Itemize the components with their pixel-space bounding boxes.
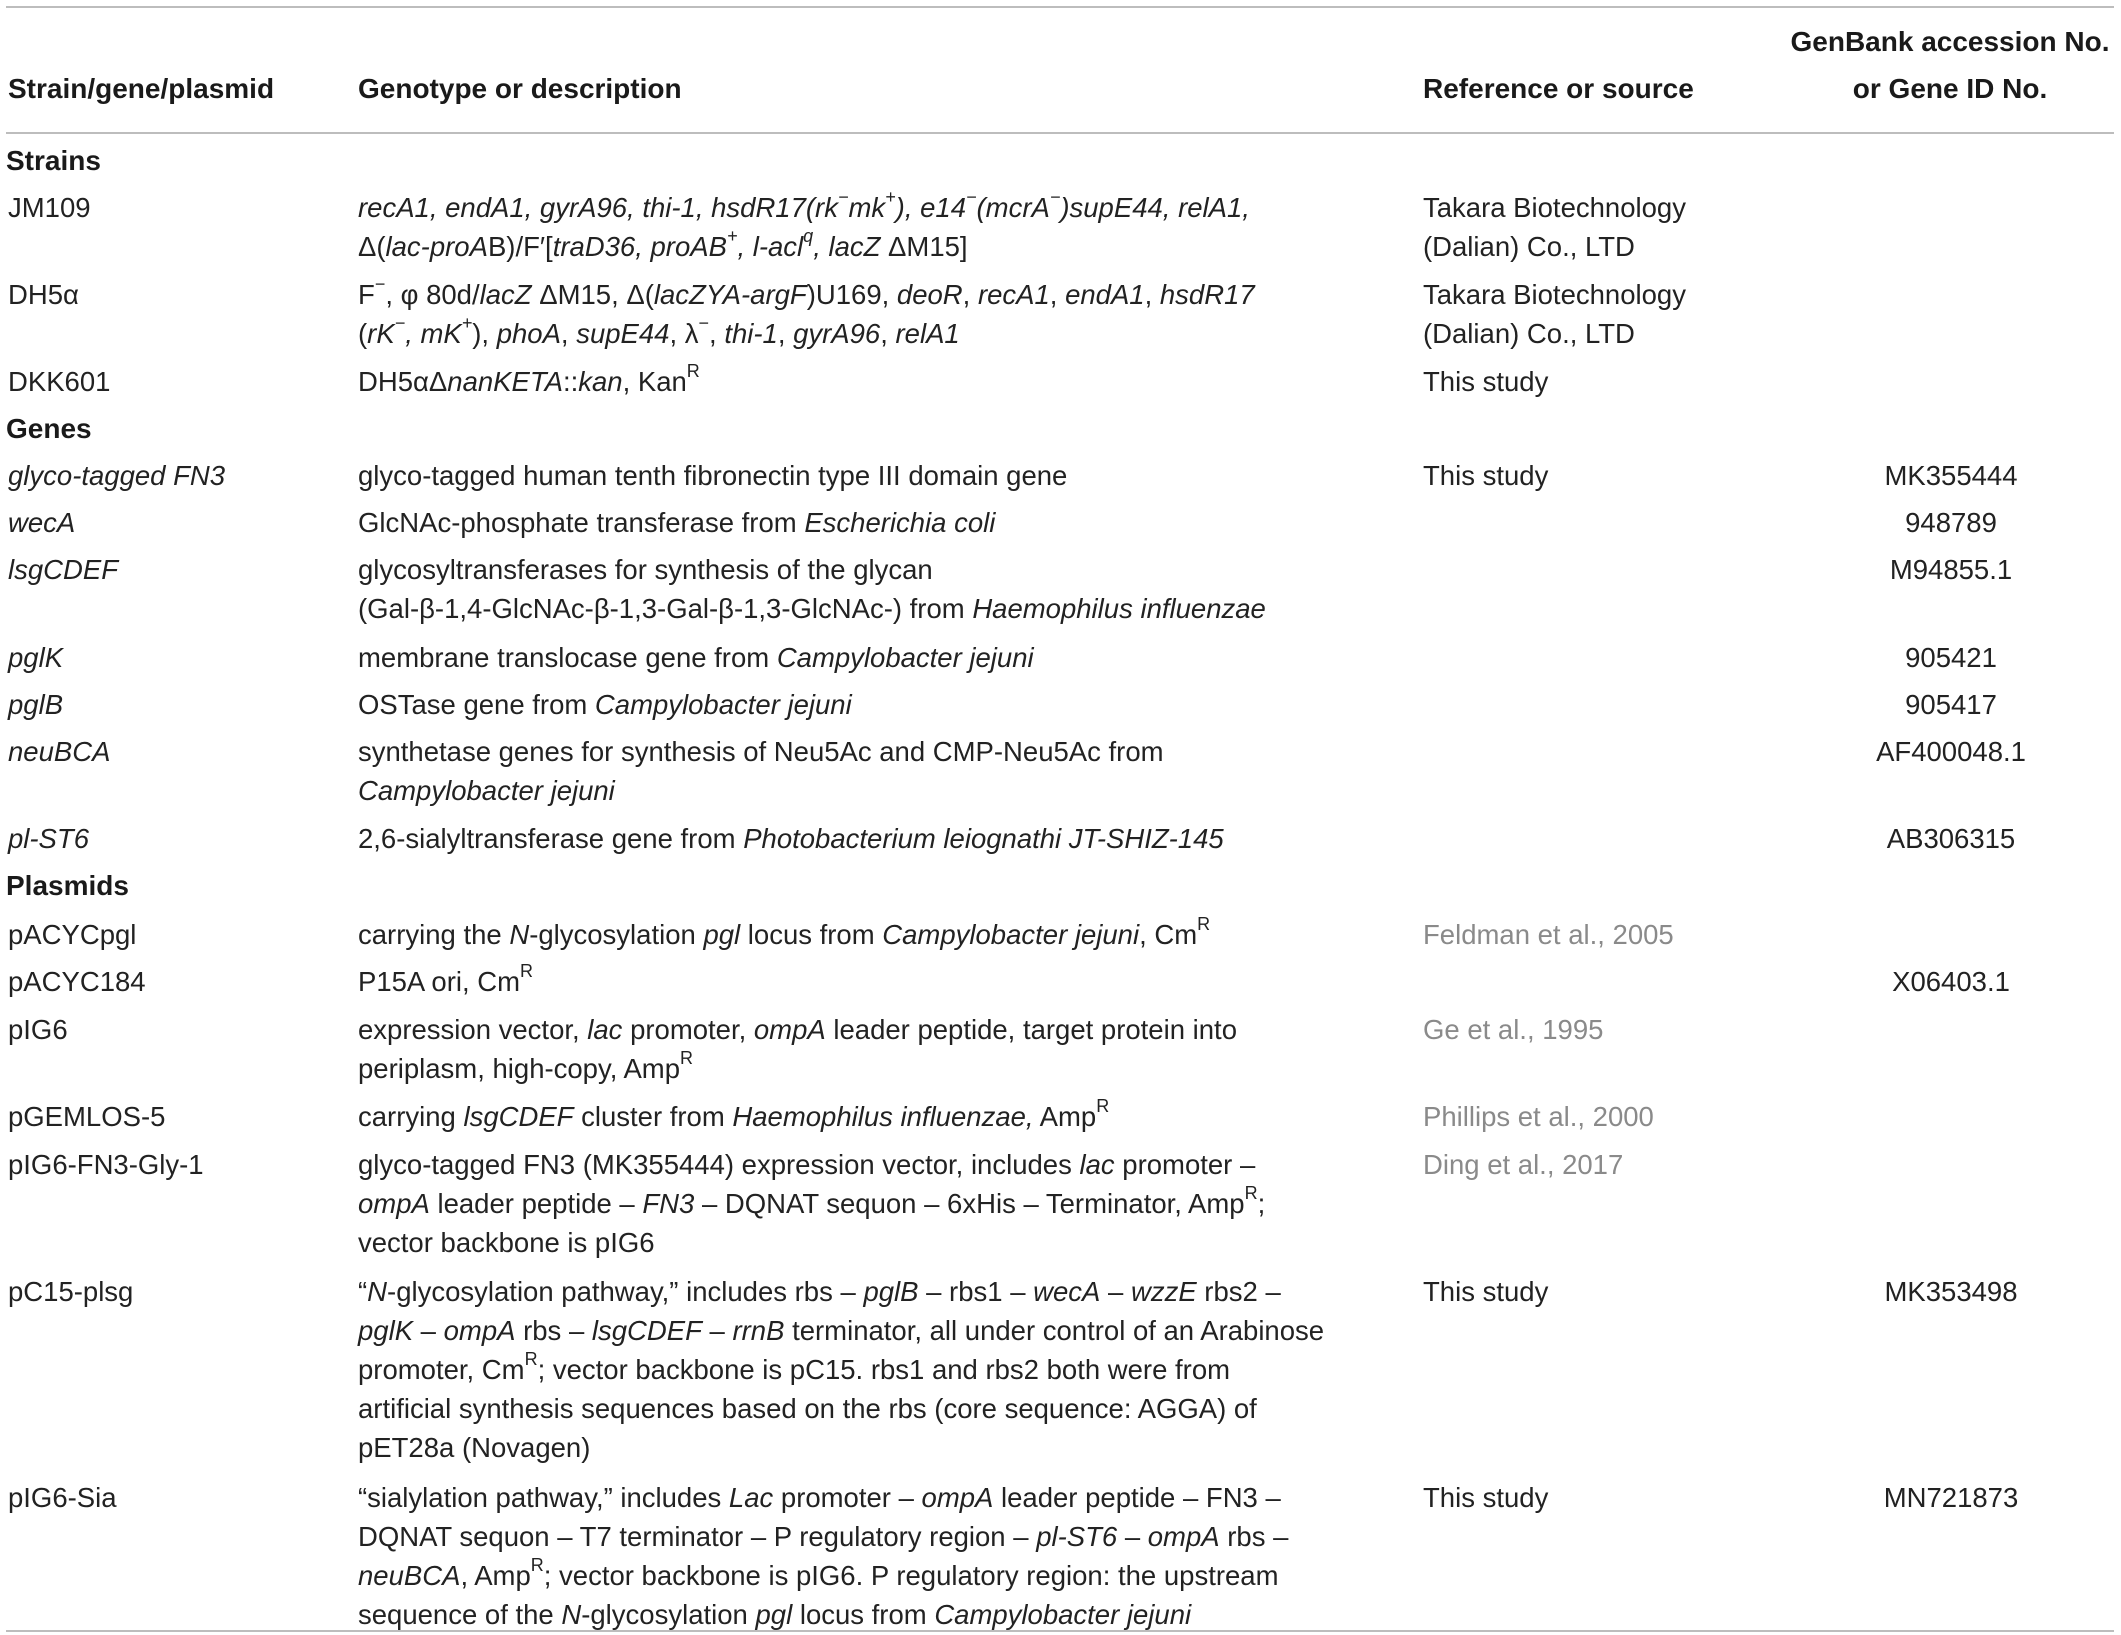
header-strain: Strain/gene/plasmid: [8, 73, 275, 104]
strain-description-line2: (rK−, mK+), phoA, supE44, λ−, thi-1, gyrA96, relA1: [358, 312, 960, 349]
plasmid-source: This study: [1423, 1482, 1549, 1513]
gene-source: This study: [1423, 460, 1549, 491]
header-rule: [6, 132, 2114, 134]
section-strains: Strains: [6, 145, 101, 176]
plasmid-description-line4: sequence of the N-glycosylation pgl locus from Campylobacter jejuni: [358, 1599, 1192, 1630]
gene-description: membrane translocase gene from Campylobacter jejuni: [358, 642, 1034, 673]
plasmid-description-line3: vector backbone is pIG6: [358, 1227, 655, 1258]
gene-name: pl-ST6: [8, 823, 89, 854]
gene-accession: 948789: [1905, 507, 1997, 538]
plasmid-name: pIG6-FN3-Gly-1: [8, 1149, 204, 1180]
plasmid-reference-link[interactable]: Phillips et al., 2000: [1423, 1101, 1654, 1132]
plasmid-description-line2: pglK – ompA rbs – lsgCDEF – rrnB terminator, all under control of an Arabinose: [358, 1315, 1325, 1346]
gene-accession: 905417: [1905, 689, 1997, 720]
plasmid-name: pIG6: [8, 1014, 68, 1045]
plasmid-reference-link[interactable]: Feldman et al., 2005: [1423, 919, 1674, 950]
gene-name: lsgCDEF: [8, 554, 119, 585]
header-genotype: Genotype or description: [358, 73, 682, 104]
gene-description: glycosyltransferases for synthesis of the glycan: [358, 554, 933, 585]
gene-description: OSTase gene from Campylobacter jejuni: [358, 689, 852, 720]
strain-name: DKK601: [8, 366, 111, 397]
plasmid-description: expression vector, lac promoter, ompA leader peptide, target protein into: [358, 1014, 1237, 1045]
strain-source-line2: (Dalian) Co., LTD: [1423, 318, 1635, 349]
gene-name: pglK: [8, 642, 64, 673]
gene-name: pglB: [8, 689, 64, 720]
plasmid-source: This study: [1423, 1276, 1549, 1307]
strain-source-line2: (Dalian) Co., LTD: [1423, 231, 1635, 262]
plasmid-name: pIG6-Sia: [8, 1482, 117, 1513]
gene-description: synthetase genes for synthesis of Neu5Ac and CMP-Neu5Ac from: [358, 736, 1164, 767]
strain-name: JM109: [8, 192, 91, 223]
plasmid-description-line5: pET28a (Novagen): [358, 1432, 591, 1463]
header-reference: Reference or source: [1423, 73, 1694, 104]
plasmid-reference-link[interactable]: Ge et al., 1995: [1423, 1014, 1604, 1045]
header-accession-line2: or Gene ID No.: [1852, 73, 2048, 104]
plasmid-description-line3: neuBCA, Amp$^R$; vector backbone is pIG6. P regulatory region: the upstream: [358, 1554, 1279, 1591]
plasmid-description: carrying the N-glycosylation pgl locus from Campylobacter jejuni, $Cm^R$: [358, 913, 1211, 950]
strain-source: Takara Biotechnology: [1423, 192, 1686, 223]
plasmid-description-line2: ompA leader peptide – FN3 – DQNAT sequon – 6xHis – Terminator, Amp$^R$;: [358, 1182, 1266, 1219]
plasmid-description: P15A ori, $Cm^R$: [358, 960, 534, 997]
plasmid-name: pACYCpgl: [8, 919, 137, 950]
plasmid-accession: MN721873: [1883, 1482, 2019, 1513]
gene-accession: AB306315: [1886, 823, 2016, 854]
strain-description: DH5αΔnanKETA::kan, Kan$^R$: [358, 360, 700, 397]
gene-accession: 905421: [1905, 642, 1997, 673]
gene-accession: AF400048.1: [1876, 736, 2026, 767]
strain-description: recA1, endA1, gyrA96, thi-1, hsdR17(rk−mk+), e14−(mcrA−)supE44, relA1,: [358, 186, 1250, 223]
strain-name: DH5α: [8, 279, 79, 310]
header-accession-line1: GenBank accession No.: [1790, 26, 2110, 57]
strain-description-line2: Δ(lac-proAB)/F′[traD36, proAB+, l-acl$^q$, lacZ ΔM15]: [358, 225, 968, 262]
plasmid-accession: X06403.1: [1892, 966, 2010, 997]
plasmid-reference-link[interactable]: Ding et al., 2017: [1423, 1149, 1624, 1180]
top-rule: [6, 6, 2114, 8]
strain-source: Takara Biotechnology: [1423, 279, 1686, 310]
plasmid-description: “N-glycosylation pathway,” includes rbs – pglB – rbs1 – wecA – wzzE rbs2 –: [358, 1276, 1281, 1307]
gene-name: neuBCA: [8, 736, 111, 767]
plasmid-description-line4: artificial synthesis sequences based on the rbs (core sequence: AGGA) of: [358, 1393, 1257, 1424]
plasmid-name: pGEMLOS-5: [8, 1101, 166, 1132]
plasmid-description: glyco-tagged FN3 (MK355444) expression vector, includes lac promoter –: [358, 1149, 1256, 1180]
gene-description-line2: Campylobacter jejuni: [358, 775, 615, 806]
plasmid-name: pACYC184: [8, 966, 146, 997]
plasmid-description-line3: promoter, $Cm^R$; vector backbone is pC15. rbs1 and rbs2 both were from: [358, 1348, 1231, 1385]
section-genes: Genes: [6, 413, 92, 444]
gene-accession: MK355444: [1884, 460, 2018, 491]
gene-description: GlcNAc-phosphate transferase from Escherichia coli: [358, 507, 996, 538]
strain-source: This study: [1423, 366, 1549, 397]
gene-accession: M94855.1: [1889, 554, 2013, 585]
gene-description: glyco-tagged human tenth fibronectin type III domain gene: [358, 460, 1068, 491]
plasmid-description-line2: DQNAT sequon – T7 terminator – P regulatory region – pl-ST6 – ompA rbs –: [358, 1521, 1289, 1552]
plasmid-description: “sialylation pathway,” includes Lac promoter – ompA leader peptide – FN3 –: [358, 1482, 1281, 1513]
gene-name: glyco-tagged FN3: [8, 460, 226, 491]
section-plasmids: Plasmids: [6, 870, 129, 901]
plasmid-name: pC15-plsg: [8, 1276, 134, 1307]
strain-description: F−, φ 80d/lacZ ΔM15, Δ(lacZYA-argF)U169, deoR, recA1, endA1, hsdR17: [358, 273, 1255, 310]
plasmid-description: carrying lsgCDEF cluster from Haemophilus influenzae, Amp$^R$: [358, 1095, 1110, 1132]
plasmid-accession: MK353498: [1884, 1276, 2018, 1307]
gene-description: 2,6-sialyltransferase gene from Photobacterium leiognathi JT-SHIZ-145: [358, 823, 1224, 854]
gene-description-line2: (Gal-β-1,4-GlcNAc-β-1,3-Gal-β-1,3-GlcNAc-) from Haemophilus influenzae: [358, 593, 1266, 624]
gene-name: wecA: [8, 507, 76, 538]
plasmid-description-line2: periplasm, high-copy, Amp$^R$: [358, 1047, 693, 1084]
